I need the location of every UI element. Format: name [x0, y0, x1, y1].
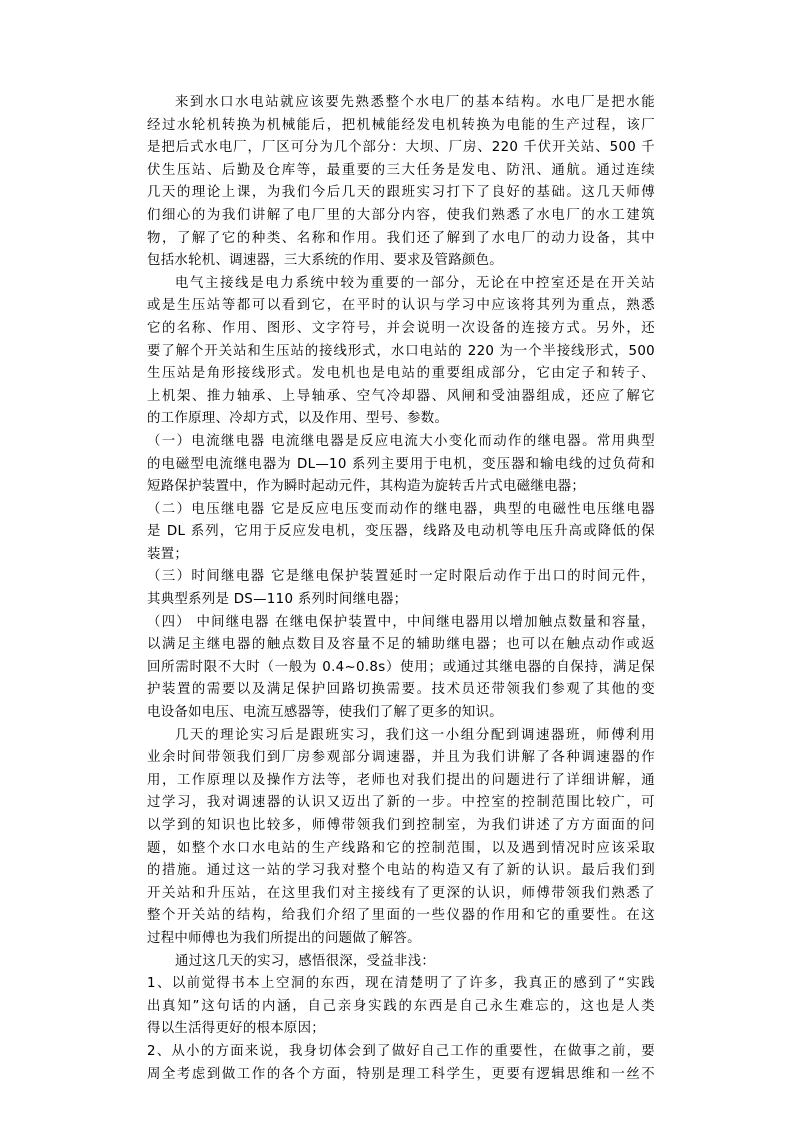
text-line: 以满足主继电器的触点数目及容量不足的辅助继电器；也可以在触点动作或返 — [147, 637, 655, 653]
text-line: 电设备如电压、电流互感器等，使我们了解了更多的知识。 — [147, 705, 503, 721]
text-line: 电气主接线是电力系统中较为重要的一部分，无论在中控室还是在开关站 — [175, 275, 655, 291]
text-line: 其典型系列是 DS—110 系列时间继电器； — [147, 592, 408, 608]
text-line: 几天的理论上课，为我们今后几天的跟班实习打下了良好的基础。这几天师傅 — [147, 185, 655, 201]
document-page — [147, 92, 655, 1086]
text-line: 用，工作原理以及操作方法等，老师也对我们提出的问题进行了详细讲解，通 — [147, 772, 655, 788]
text-line: 以学到的知识也比较多，师傅带领我们到控制室，为我们讲述了方方面面的问 — [147, 818, 655, 833]
text-line: 是 DL 系列，它用于反应发电机，变压器，线路及电动机等电压升高或降低的保 — [147, 524, 655, 540]
text-line: 1、以前觉得书本上空洞的东西，现在清楚明了了许多，我真正的感到了“实践 — [147, 976, 655, 992]
text-line: 装置； — [147, 546, 189, 562]
text-line: 周全考虑到做工作的各个方面，特别是理工科学生，更要有逻辑思维和一丝不 — [147, 1066, 655, 1082]
text-line: 伏生压站、后勤及仓库等，最重要的三大任务是发电、防汛、通航。通过连续 — [147, 162, 655, 178]
text-line: 的电磁型电流继电器为 DL—10 系列主要用于电机，变压器和输电线的过负荷和 — [147, 456, 655, 472]
text-line: 回所需时限不大时（一般为 0.4~0.8s）使用；或通过其继电器的自保持，满足保 — [147, 659, 655, 675]
text-line: 几天的理论实习后是跟班实习，我们这一小组分配到调速器班，师傅利用 — [175, 727, 655, 743]
text-line: 上机架、推力轴承、上导轴承、空气冷却器、风闸和受油器组成，还应了解它 — [147, 388, 655, 404]
text-line: 得以生活得更好的根本原因； — [147, 1021, 325, 1037]
text-line: 开关站和升压站，在这里我们对主接线有了更深的认识，师傅带领我们熟悉了 — [147, 885, 655, 901]
text-line: 过程中师傅也为我们所提出的问题做了解答。 — [147, 930, 421, 946]
text-line: （四） 中间继电器 在继电保护装置中，中间继电器用以增加触点数量和容量， — [147, 614, 655, 630]
text-line: 题，如整个水口水电站的生产线路和它的控制范围，以及遇到情况时应该采取 — [147, 840, 655, 856]
text-line: 的措施。通过这一站的学习我对整个电站的构造又有了新的认识。最后我们到 — [147, 863, 655, 879]
text-line: 过学习，我对调速器的认识又迈出了新的一步。中控室的控制范围比较广，可 — [147, 795, 655, 811]
text-line: 们细心的为我们讲解了电厂里的大部分内容，使我们熟悉了水电厂的水工建筑 — [147, 207, 655, 223]
text-line: 要了解个开关站和生压站的接线形式，水口电站的 220 为一个半接线形式，500 — [147, 343, 655, 359]
text-line: 2、从小的方面来说，我身切体会到了做好自己工作的重要性，在做事之前，要 — [147, 1043, 655, 1059]
text-line: 它的名称、作用、图形、文字符号，并会说明一次设备的连接方式。另外，还 — [147, 320, 655, 336]
text-line: 业余时间带领我们到厂房参观部分调速器，并且为我们讲解了各种调速器的作 — [147, 750, 655, 766]
text-line: 短路保护装置中，作为瞬时起动元件，其构造为旋转舌片式电磁继电器； — [147, 479, 586, 495]
text-line: 是把后式水电厂，厂区可分为几个部分：大坝、厂房、220 千伏开关站、500 千 — [147, 140, 655, 156]
text-line: 或是生压站等都可以看到它，在平时的认识与学习中应该将其列为重点，熟悉 — [147, 298, 655, 314]
text-line: 护装置的需要以及满足保护回路切换需要。技术员还带领我们参观了其他的变 — [147, 682, 655, 698]
text-line: 通过这几天的实习，感悟很深，受益非浅： — [175, 953, 436, 969]
text-line: 的工作原理、冷却方式，以及作用、型号、参数。 — [147, 411, 449, 427]
text-line: 经过水轮机转换为机械能后，把机械能经发电机转换为电能的生产过程，该厂 — [147, 117, 655, 133]
text-line: （三）时间继电器 它是继电保护装置延时一定时限后动作于出口的时间元件， — [147, 569, 655, 585]
text-line: 整个开关站的结构，给我们介绍了里面的一些仪器的作用和它的重要性。在这 — [147, 908, 655, 924]
text-line: 出真知”这句话的内涵，自己亲身实践的东西是自己永生难忘的，这也是人类 — [147, 998, 655, 1014]
text-line: 包括水轮机、调速器，三大系统的作用、要求及管路颜色。 — [147, 253, 503, 269]
text-line: （一）电流继电器 电流继电器是反应电流大小变化而动作的继电器。常用典型 — [147, 433, 655, 449]
text-line: 生压站是角形接线形式。发电机也是电站的重要组成部分，它由定子和转子、 — [147, 366, 655, 382]
text-line: 来到水口水电站就应该要先熟悉整个水电厂的基本结构。水电厂是把水能 — [175, 95, 655, 110]
text-line: 物，了解了它的种类、名称和作用。我们还了解到了水电厂的动力设备，其中 — [147, 230, 655, 246]
text-line: （二）电压继电器 它是反应电压变而动作的继电器，典型的电磁性电压继电器 — [147, 501, 655, 517]
